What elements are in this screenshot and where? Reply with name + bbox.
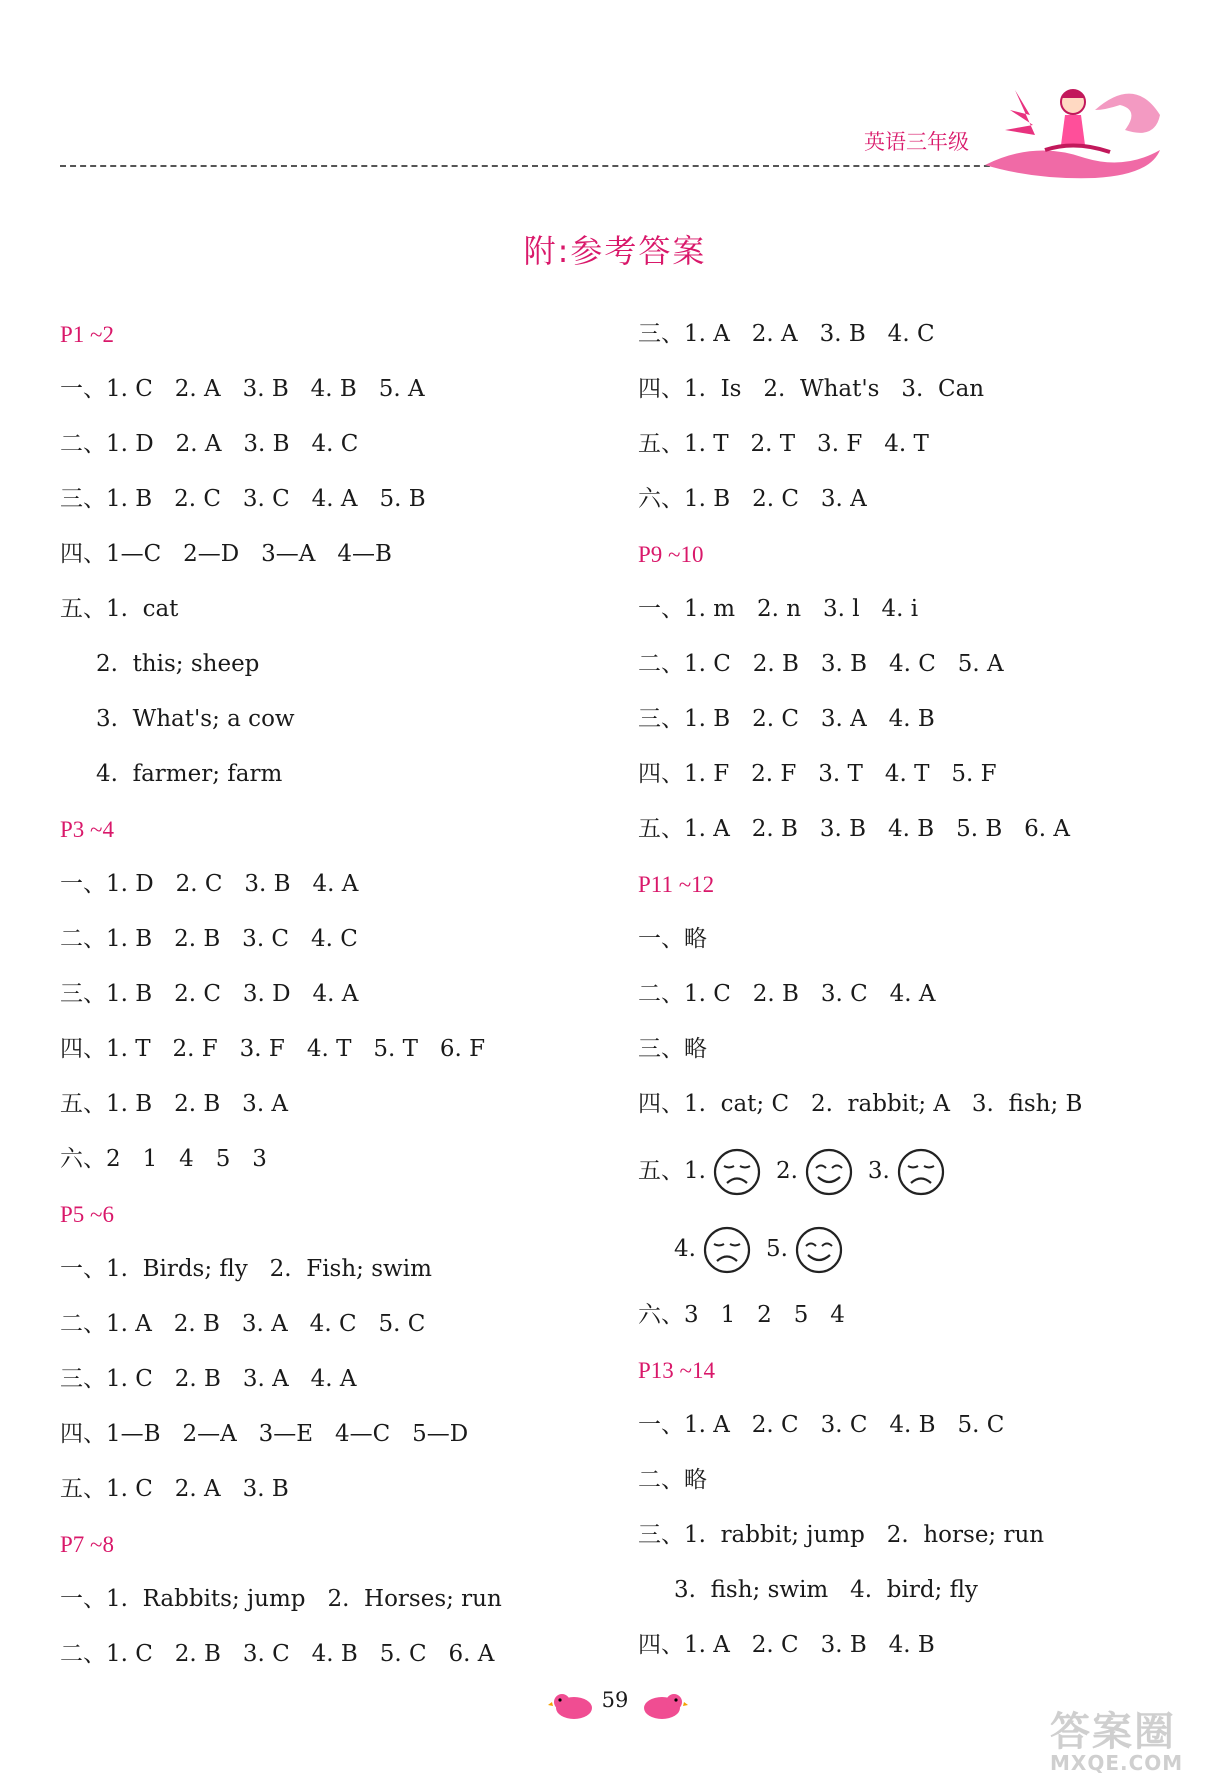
answer-line: 一、1. m 2. n 3. l 4. i: [638, 596, 919, 622]
answer-line: 五、1. A 2. B 3. B 4. B 5. B 6. A: [638, 816, 1071, 842]
page-range-heading: P11 ~12: [638, 872, 715, 897]
answer-line: 五、1. C 2. A 3. B: [60, 1476, 289, 1502]
answer-line: 三、1. rabbit; jump 2. horse; run: [638, 1522, 1045, 1548]
smiley-face-icon: [804, 1147, 854, 1197]
answer-line: 四、1. F 2. F 3. T 4. T 5. F: [638, 761, 997, 787]
answer-line: 五、1. cat: [60, 596, 179, 622]
faces-prefix: 五、: [638, 1158, 684, 1184]
answer-line: 三、1. B 2. C 3. A 4. B: [638, 706, 935, 732]
answer-faces-row: [638, 1132, 1082, 1210]
answer-line: 三、1. C 2. B 3. A 4. A: [60, 1366, 357, 1392]
smiley-face-icon: [794, 1225, 844, 1275]
answer-line: 四、1. A 2. C 3. B 4. B: [638, 1632, 935, 1658]
answer-line: 六、1. B 2. C 3. A: [638, 486, 867, 512]
answer-line: 二、1. C 2. B 3. C 4. A: [638, 981, 936, 1007]
face-number: 4.: [674, 1236, 696, 1262]
answer-line: 五、1. B 2. B 3. A: [60, 1091, 289, 1117]
answer-line: 一、1. A 2. C 3. C 4. B 5. C: [638, 1412, 1005, 1438]
face-number: 3.: [867, 1158, 890, 1184]
answer-line: 2. this; sheep: [96, 651, 260, 677]
answers-left-column: [60, 307, 502, 1682]
answer-line: 4. farmer; farm: [96, 761, 283, 787]
answer-line: 二、1. A 2. B 3. A 4. C 5. C: [60, 1311, 426, 1337]
face-number: 2.: [775, 1158, 798, 1184]
answer-line: 五、1. T 2. T 3. F 4. T: [638, 431, 929, 457]
answer-line: 四、1—B 2—A 3—E 4—C 5—D: [60, 1421, 469, 1447]
answer-line: 一、1. D 2. C 3. B 4. A: [60, 871, 359, 897]
answer-line: 三、1. A 2. A 3. B 4. C: [638, 321, 935, 347]
answer-line: 四、1—C 2—D 3—A 4—B: [60, 541, 392, 567]
answer-line: 一、1. C 2. A 3. B 4. B 5. A: [60, 376, 425, 402]
header-label: 英语三年级: [864, 130, 969, 154]
answer-line: 四、1. T 2. F 3. F 4. T 5. T 6. F: [60, 1036, 486, 1062]
answer-line: 二、1. C 2. B 3. B 4. C 5. A: [638, 651, 1004, 677]
answer-line: 二、略: [638, 1467, 707, 1493]
page-number: 59: [601, 1688, 629, 1712]
answer-line: 三、略: [638, 1036, 707, 1062]
answer-line: 三、1. B 2. C 3. C 4. A 5. B: [60, 486, 426, 512]
page-range-heading: P1 ~2: [60, 322, 114, 347]
answer-faces-row: [638, 1210, 1082, 1288]
answer-line: 3. fish; swim 4. bird; fly: [674, 1577, 978, 1603]
page-range-heading: P9 ~10: [638, 542, 704, 567]
surfer-girl-illustration: [975, 70, 1165, 180]
face-number: 1.: [684, 1158, 706, 1184]
answers-right-column: [638, 307, 1082, 1673]
page-title: 附:参考答案: [523, 232, 707, 270]
sad-face-icon: [702, 1225, 752, 1275]
answer-line: 一、略: [638, 926, 707, 952]
answer-line: 四、1. Is 2. What's 3. Can: [638, 376, 985, 402]
page-range-heading: P5 ~6: [60, 1202, 114, 1227]
page-range-heading: P3 ~4: [60, 817, 114, 842]
sad-face-icon: [896, 1147, 946, 1197]
answer-line: 六、3 1 2 5 4: [638, 1302, 845, 1328]
answer-line: 二、1. D 2. A 3. B 4. C: [60, 431, 359, 457]
answer-line: 一、1. Birds; fly 2. Fish; swim: [60, 1256, 432, 1282]
header-divider: [60, 165, 1010, 167]
answer-line: 二、1. B 2. B 3. C 4. C: [60, 926, 358, 952]
answer-line: 三、1. B 2. C 3. D 4. A: [60, 981, 359, 1007]
watermark: 答案圈 MXQE.COM: [1050, 1709, 1184, 1775]
answer-line: 3. What's; a cow: [96, 706, 295, 732]
answer-line: 四、1. cat; C 2. rabbit; A 3. fish; B: [638, 1091, 1083, 1117]
answer-line: 二、1. C 2. B 3. C 4. B 5. C 6. A: [60, 1641, 495, 1667]
page-range-heading: P13 ~14: [638, 1358, 715, 1383]
bird-icon-right: [640, 1690, 688, 1722]
sad-face-icon: [712, 1147, 762, 1197]
face-number: 5.: [765, 1236, 788, 1262]
answer-line: 一、1. Rabbits; jump 2. Horses; run: [60, 1586, 502, 1612]
page-range-heading: P7 ~8: [60, 1532, 114, 1557]
answer-line: 六、2 1 4 5 3: [60, 1146, 267, 1172]
